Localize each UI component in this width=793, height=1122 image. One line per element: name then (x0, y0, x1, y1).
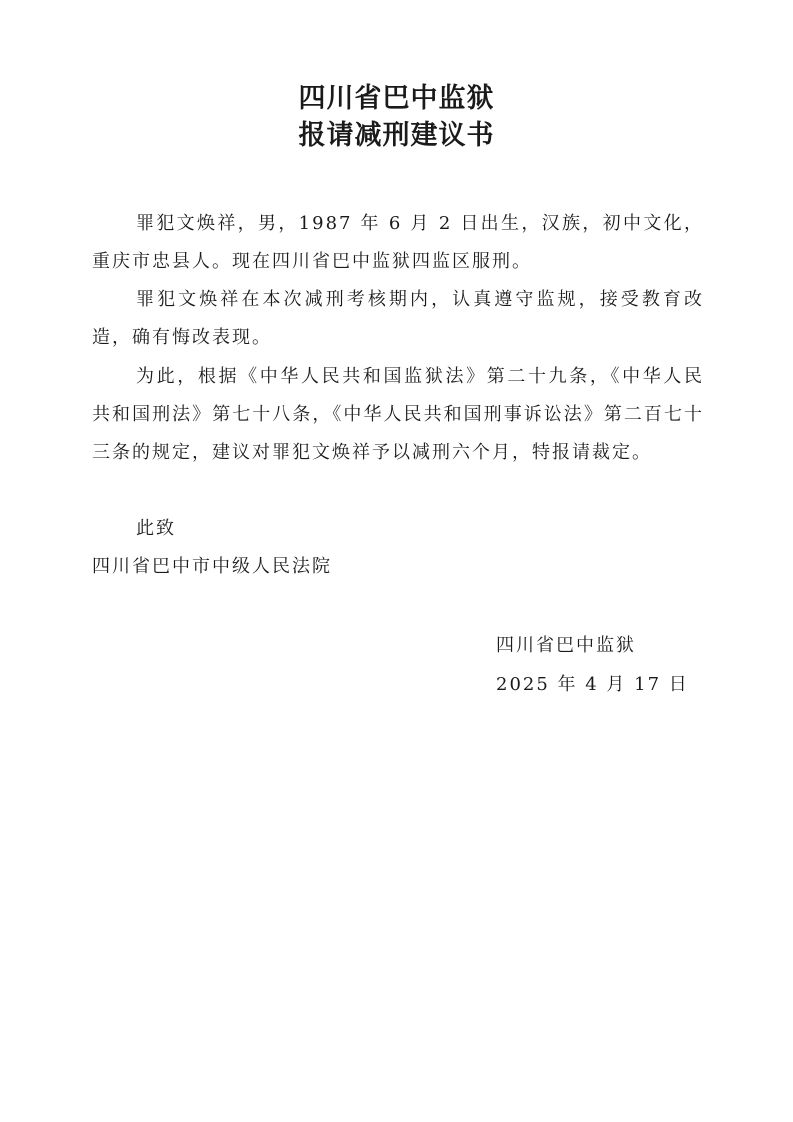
recipient: 四川省巴中市中级人民法院 (92, 556, 332, 577)
paragraph-performance: 罪犯文焕祥在本次减刑考核期内，认真遵守监规，接受教育改造，确有悔改表现。 (92, 289, 704, 348)
paragraph-recommendation: 为此，根据《中华人民共和国监狱法》第二十九条，《中华人民共和国刑法》第七十八条，《中华人民共和国刑事诉讼法》第二百七十三条的规定，建议对罪犯文焕祥予以减刑六个月，特报请裁定。 (92, 366, 704, 463)
paragraph-inmate-info: 罪犯文焕祥，男，1987 年 6 月 2 日出生，汉族，初中文化，重庆市忠县人。现在四川省巴中监狱四监区服刑。 (92, 213, 704, 272)
signature-organization: 四川省巴中监狱 (496, 635, 636, 656)
signature-date: 2025 年 4 月 17 日 (496, 674, 689, 695)
salutation: 此致 (136, 518, 176, 539)
document-title-line2: 报请减刑建议书 (298, 120, 495, 151)
document-title-line1: 四川省巴中监狱 (298, 83, 495, 114)
